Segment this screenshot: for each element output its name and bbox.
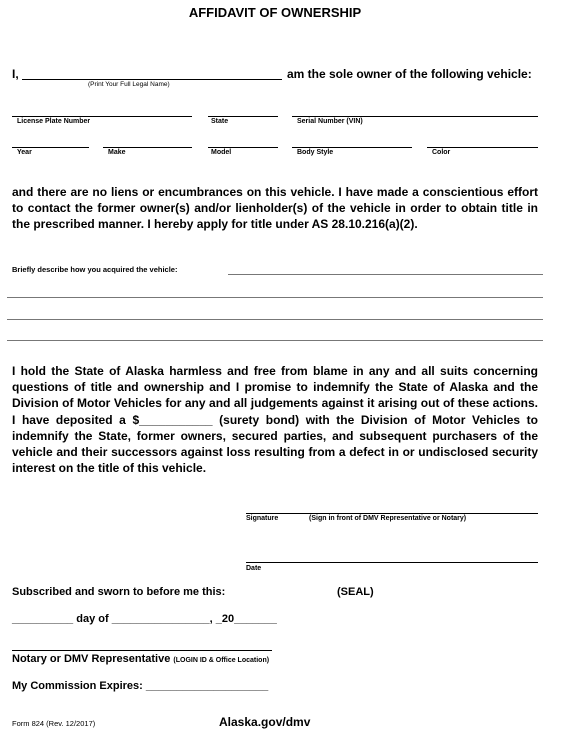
owner-name-hint: (Print Your Full Legal Name) (88, 81, 170, 88)
owner-name-field[interactable] (22, 79, 282, 80)
year-sworn-field[interactable]: _20_______ (215, 613, 277, 625)
color-label: Color (432, 149, 451, 156)
acquired-field-line-4[interactable] (7, 340, 543, 341)
color-field[interactable] (427, 147, 538, 148)
owner-suffix: am the sole owner of the following vehicle: (287, 67, 532, 81)
seal-label: (SEAL) (337, 586, 374, 598)
indemnify-text-2: (surety bond) with the Division of Motor Vehicles to indemnify the State, former owners, secured parties, and subsequent purchasers of the vehicle and their successors against loss resulting from a defect in or undisclosed security interest on the title of this vehicle. (12, 412, 538, 476)
vin-label: Serial Number (VIN) (297, 118, 363, 125)
commission-field[interactable]: ____________________ (145, 680, 269, 692)
model-label: Model (211, 149, 232, 156)
indemnify-paragraph (12, 363, 538, 476)
date-label: Date (246, 565, 262, 572)
document-title: AFFIDAVIT OF OWNERSHIP (188, 5, 362, 20)
signature-hint: (Sign in front of DMV Representative or Notary) (309, 515, 467, 522)
day-of-text: day of (73, 613, 112, 625)
make-field[interactable] (103, 147, 192, 148)
owner-prefix: I, (12, 67, 19, 81)
license-plate-field[interactable] (12, 116, 192, 117)
signature-field[interactable] (246, 513, 538, 514)
model-field[interactable] (208, 147, 278, 148)
commission-line (12, 680, 268, 692)
year-field[interactable] (12, 147, 89, 148)
body-style-field[interactable] (292, 147, 412, 148)
month-field[interactable]: ________________ (111, 613, 210, 625)
license-plate-label: License Plate Number (17, 118, 91, 125)
day-field[interactable]: __________ (12, 613, 74, 625)
vin-field[interactable] (292, 116, 538, 117)
day-of-line (12, 613, 277, 625)
commission-label: My Commission Expires: (12, 680, 143, 692)
notary-label: Notary or DMV Representative (12, 653, 171, 665)
acquired-field-line-2[interactable] (7, 297, 543, 298)
surety-amount-field[interactable]: ___________ (139, 412, 213, 427)
liens-paragraph: and there are no liens or encumbrances on this vehicle. I have made a conscientious effort to contact the former owner(s) and/or lienholder(s) of the vehicle in order to obtain title in the prescribed manner. I hereby apply for title under AS 28.10.216(a)(2). (12, 185, 538, 232)
acquired-field-line-3[interactable] (7, 319, 543, 320)
signature-label: Signature (246, 515, 279, 522)
body-style-label: Body Style (297, 149, 334, 156)
year-label: Year (17, 149, 32, 156)
form-number: Form 824 (Rev. 12/2017) (12, 719, 96, 728)
footer-url[interactable]: Alaska.gov/dmv (219, 715, 311, 729)
acquired-field-line-1[interactable] (228, 274, 543, 275)
state-label: State (211, 118, 229, 125)
date-field[interactable] (246, 562, 538, 563)
acquired-label: Briefly describe how you acquired the vehicle: (12, 265, 178, 274)
notary-label-wrap (12, 653, 269, 665)
indemnify-text-1: I hold the State of Alaska harmless and free from blame in any and all suits concerning questions of title and ownership and I promise to indemnify the State of Alaska and the Division of Motor Vehicles for any and all judgements against it arising out of these actions. I have deposited a $ (12, 364, 538, 427)
notary-field[interactable] (12, 650, 272, 651)
sworn-label: Subscribed and sworn to before me this: (12, 586, 226, 598)
notary-hint: (LOGIN ID & Office Location) (173, 657, 270, 664)
make-label: Make (108, 149, 126, 156)
comma-text: , (209, 613, 216, 625)
state-field[interactable] (208, 116, 278, 117)
